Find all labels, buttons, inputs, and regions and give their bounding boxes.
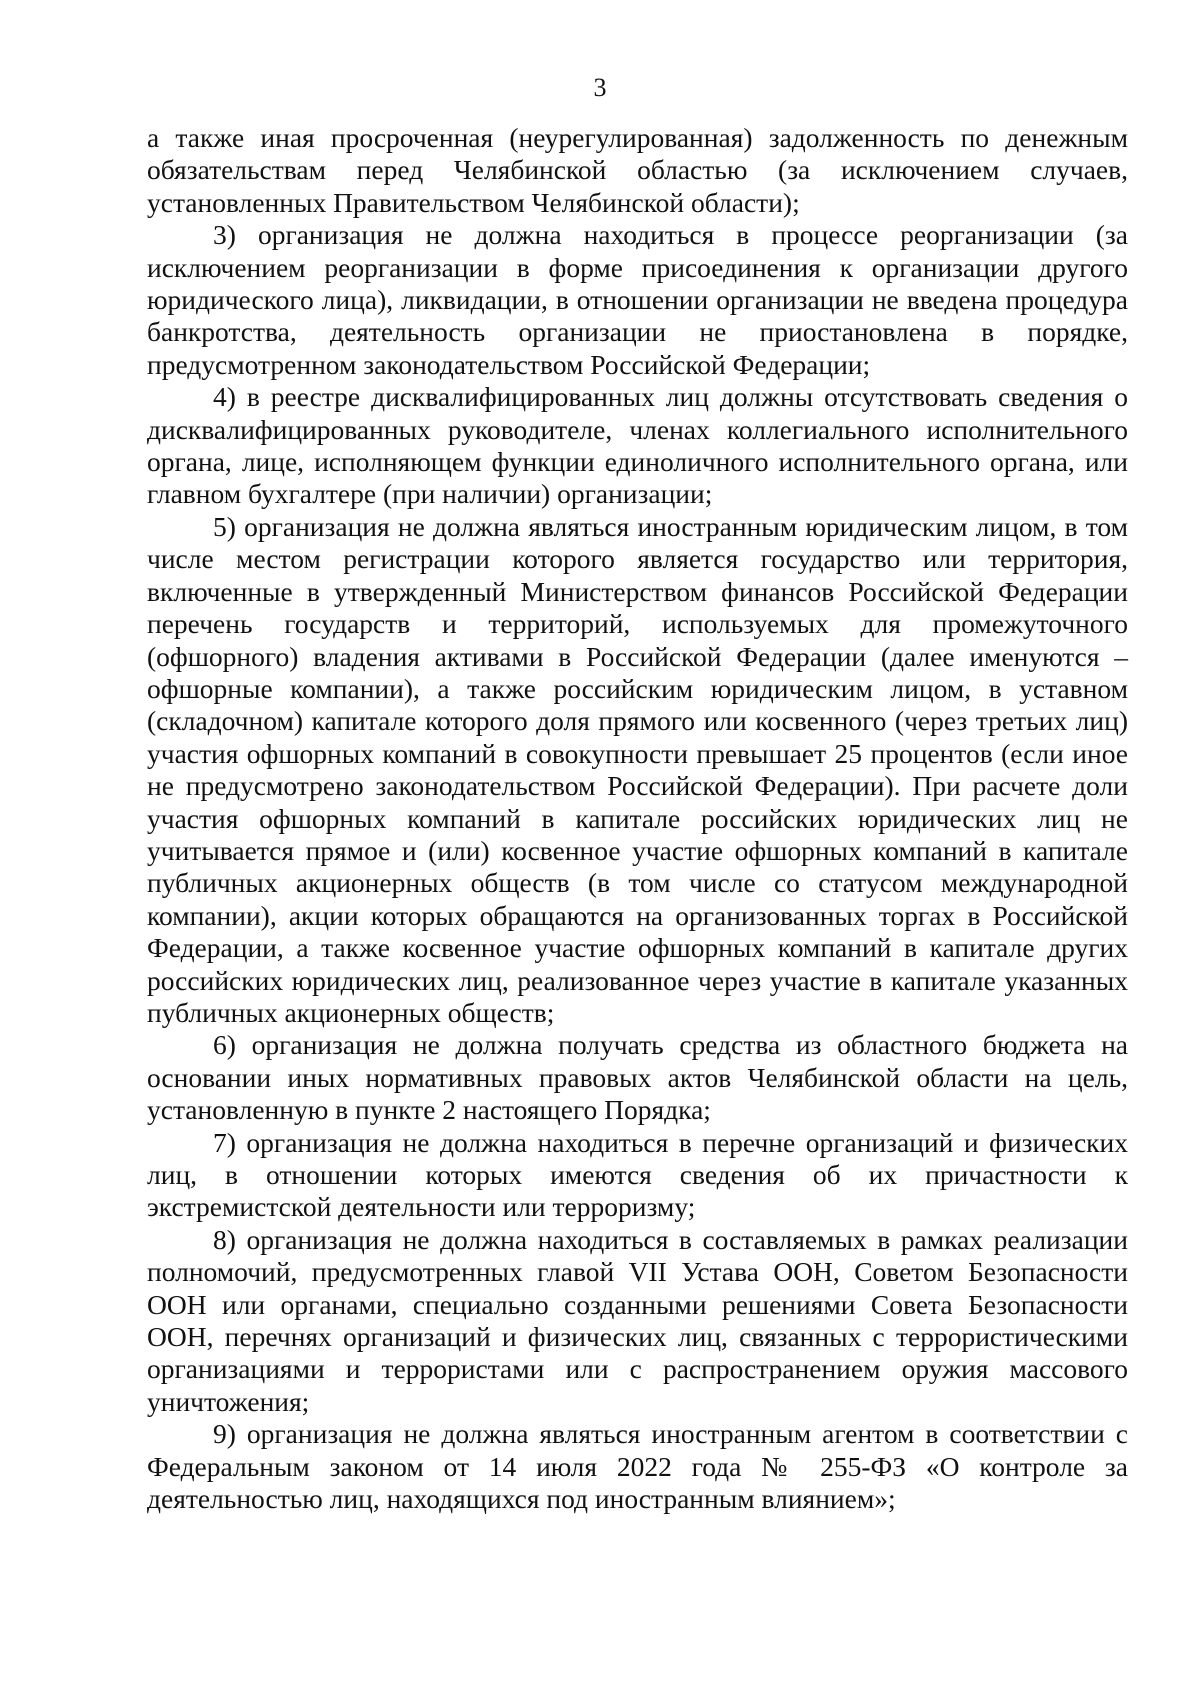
paragraph-item-4: 4) в реестре дисквалифицированных лиц должны отсутствовать сведения о дисквалифицированных руководителе, членах коллегиального исполнительного органа, лице, исполняющем функции единоличного исполнительного органа, или главном бухгалтере (при наличии) организации; — [147, 381, 1128, 510]
paragraph-item-9: 9) организация не должна являться иностранным агентом в соответствии с Федеральным законом от 14 июля 2022 года № 255-ФЗ «О контроле за деятельностью лиц, находящихся под иностранным влиянием»; — [147, 1418, 1128, 1515]
paragraph-item-3: 3) организация не должна находиться в процессе реорганизации (за исключением реорганизации в форме присоединения к организации другого юридического лица), ликвидации, в отношении организации не введена процедура банкротства, деятельность организации не приостановлена в порядке, предусмотренном законодательством Российской Федерации; — [147, 219, 1128, 380]
paragraph-continuation: а также иная просроченная (неурегулированная) задолженность по денежным обязательствам перед Челябинской областью (за исключением случаев, установленных Правительством Челябинской области); — [147, 122, 1128, 218]
paragraph-item-7: 7) организация не должна находиться в перечне организаций и физических лиц, в отношении которых имеются сведения об их причастности к экстремистской деятельности или терроризму; — [147, 1126, 1128, 1223]
paragraph-item-8: 8) организация не должна находиться в составляемых в рамках реализации полномочий, предусмотренных главой VII Устава ООН, Советом Безопасности ООН или органами, специально созданными решениями Совета Безопасности ООН, перечнях организаций и физических лиц, связанных с террористическими организациями и террористами или с распространением оружия массового уничтожения; — [147, 1223, 1128, 1417]
paragraph-item-6: 6) организация не должна получать средства из областного бюджета на основании иных нормативных правовых актов Челябинской области на цель, установленную в пункте 2 настоящего Порядка; — [147, 1029, 1128, 1126]
document-body — [147, 122, 1128, 1515]
paragraph-item-5: 5) организация не должна являться иностранным юридическим лицом, в том числе местом регистрации которого является государство или территория, включенные в утвержденный Министерством финансов Российской Федерации перечень государств и территорий, используемых для промежуточного (офшорного) владения активами в Российской Федерации (далее именуются – офшорные компании), а также российским юридическим лицом, в уставном (складочном) капитале которого доля прямого или косвенного (через третьих лиц) участия офшорных компаний в совокупности превышает 25 процентов (если иное не предусмотрено законодательством Российской Федерации). При расчете доли участия офшорных компаний в капитале российских юридических лиц не учитывается прямое и (или) косвенное участие офшорных компаний в капитале публичных акционерных обществ (в том числе со статусом международной компании), акции которых обращаются на организованных торгах в Российской Федерации, а также косвенное участие офшорных компаний в капитале других российских юридических лиц, реализованное через участие в капитале указанных публичных акционерных обществ; — [147, 510, 1128, 1028]
page-number: 3 — [593, 73, 607, 102]
